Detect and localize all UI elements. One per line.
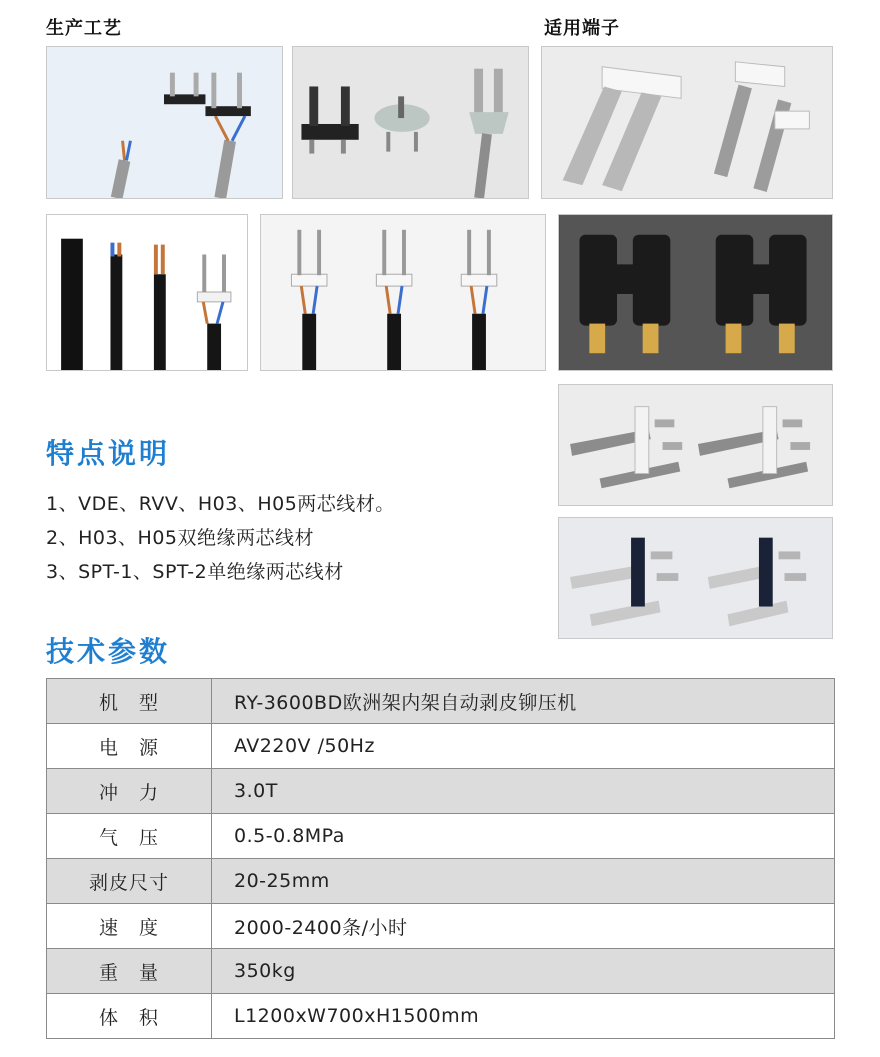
param-key: 气 压 [47, 814, 212, 859]
params-table [46, 678, 835, 1039]
param-key: 速 度 [47, 904, 212, 949]
photo-crimped-plugs [260, 214, 546, 371]
param-key: 机 型 [47, 679, 212, 724]
param-key: 体 积 [47, 994, 212, 1039]
table-row [47, 904, 835, 949]
param-value: 2000-2400条/小时 [212, 904, 835, 949]
feature-item-1: 1、VDE、RVV、H03、H05两芯线材。 [46, 493, 395, 515]
photo-terminals-dark [558, 517, 833, 639]
table-row [47, 679, 835, 724]
param-key: 重 量 [47, 949, 212, 994]
table-row [47, 994, 835, 1039]
param-value: RY-3600BD欧洲架内架自动剥皮铆压机 [212, 679, 835, 724]
photo-plug-inserts [292, 46, 529, 199]
params-heading: 技术参数 [46, 635, 171, 668]
process-label: 生产工艺 [46, 18, 122, 39]
param-key: 冲 力 [47, 769, 212, 814]
photo-terminals-flat [558, 384, 833, 506]
table-row [47, 814, 835, 859]
param-value: 350kg [212, 949, 835, 994]
photo-cable-strip-crimp [46, 46, 283, 199]
param-value: 3.0T [212, 769, 835, 814]
param-value: 0.5-0.8MPa [212, 814, 835, 859]
table-row [47, 859, 835, 904]
feature-item-3: 3、SPT-1、SPT-2单绝缘两芯线材 [46, 561, 344, 583]
param-value: AV220V /50Hz [212, 724, 835, 769]
table-row [47, 724, 835, 769]
features-heading: 特点说明 [46, 437, 171, 470]
photo-black-cables [46, 214, 248, 371]
param-key: 电 源 [47, 724, 212, 769]
feature-item-2: 2、H03、H05双绝缘两芯线材 [46, 527, 315, 549]
param-value: 20-25mm [212, 859, 835, 904]
photo-black-housings-brass [558, 214, 833, 371]
photo-terminals-white [541, 46, 833, 199]
param-key: 剥皮尺寸 [47, 859, 212, 904]
terminals-label: 适用端子 [544, 18, 620, 39]
param-value: L1200xW700xH1500mm [212, 994, 835, 1039]
table-row [47, 949, 835, 994]
table-row [47, 769, 835, 814]
